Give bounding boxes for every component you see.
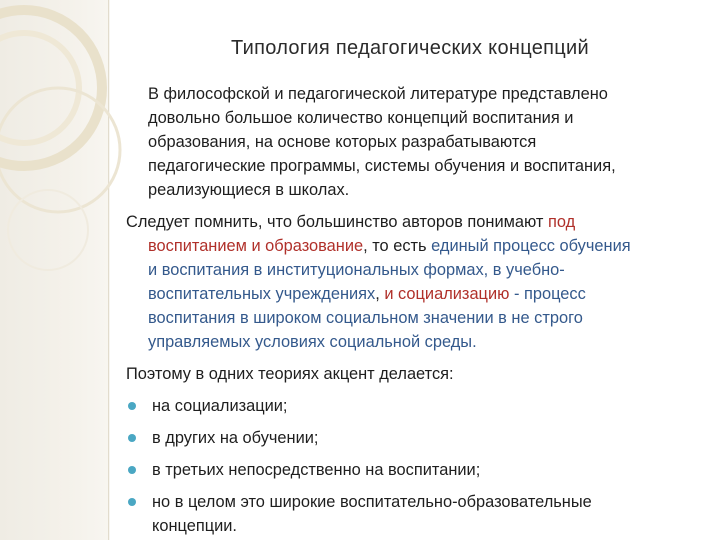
- bullet-text: но в целом это широкие воспитательно-образовательные: [152, 493, 592, 511]
- note-text: ,: [375, 285, 385, 303]
- note-highlight-red: и социализацию: [384, 285, 510, 303]
- bullet-text: в третьих непосредственно на воспитании;: [152, 461, 481, 479]
- intro-line: В философской и педагогической литературе представлено: [148, 85, 608, 103]
- intro-line: реализующиеся в школах.: [148, 181, 350, 199]
- note-highlight-blue: воспитания в широком социальном значении в не строго: [148, 309, 583, 327]
- note-text: Следует помнить, что большинство авторов понимают: [126, 213, 548, 231]
- note-highlight-blue: - процесс: [509, 285, 586, 303]
- lead-text: Поэтому в одних теориях акцент делается:: [126, 365, 454, 383]
- note-paragraph: [126, 210, 701, 354]
- bullet-text: в других на обучении;: [152, 429, 319, 447]
- note-highlight-blue: единый процесс обучения: [431, 237, 631, 255]
- note-line: [126, 282, 701, 306]
- list-item: [126, 426, 701, 450]
- note-highlight-blue: управляемых условиях социальной среды.: [148, 333, 477, 351]
- list-item: [126, 394, 701, 418]
- bullet-dot-icon: [128, 402, 136, 410]
- note-highlight-red: под: [548, 213, 576, 231]
- intro-line: образования, на основе которых разрабатываются: [148, 133, 537, 151]
- intro-line: довольно большое количество концепций воспитания и: [148, 109, 574, 127]
- bullet-list: [126, 394, 701, 538]
- intro-paragraph: [126, 82, 701, 106]
- note-highlight-red: воспитанием и образование: [148, 237, 364, 255]
- bullet-text: на социализации;: [152, 397, 288, 415]
- bullet-dot-icon: [128, 498, 136, 506]
- note-highlight-blue: воспитательных учреждениях: [148, 285, 376, 303]
- note-highlight-blue: и воспитания в институциональных формах, в учебно-: [148, 261, 565, 279]
- list-item: [126, 490, 701, 538]
- note-line: [126, 234, 701, 258]
- bullet-dot-icon: [128, 466, 136, 474]
- note-text: , то есть: [363, 237, 432, 255]
- slide-title: Типология педагогических концепций: [231, 37, 589, 59]
- bullet-dot-icon: [128, 434, 136, 442]
- intro-paragraph-cont: [126, 106, 701, 202]
- slide-body: [126, 82, 701, 538]
- intro-line: педагогические программы, системы обучения и воспитания,: [148, 157, 616, 175]
- bullet-text: концепции.: [152, 517, 237, 535]
- list-item: [126, 458, 701, 482]
- decor-circles: [0, 0, 140, 300]
